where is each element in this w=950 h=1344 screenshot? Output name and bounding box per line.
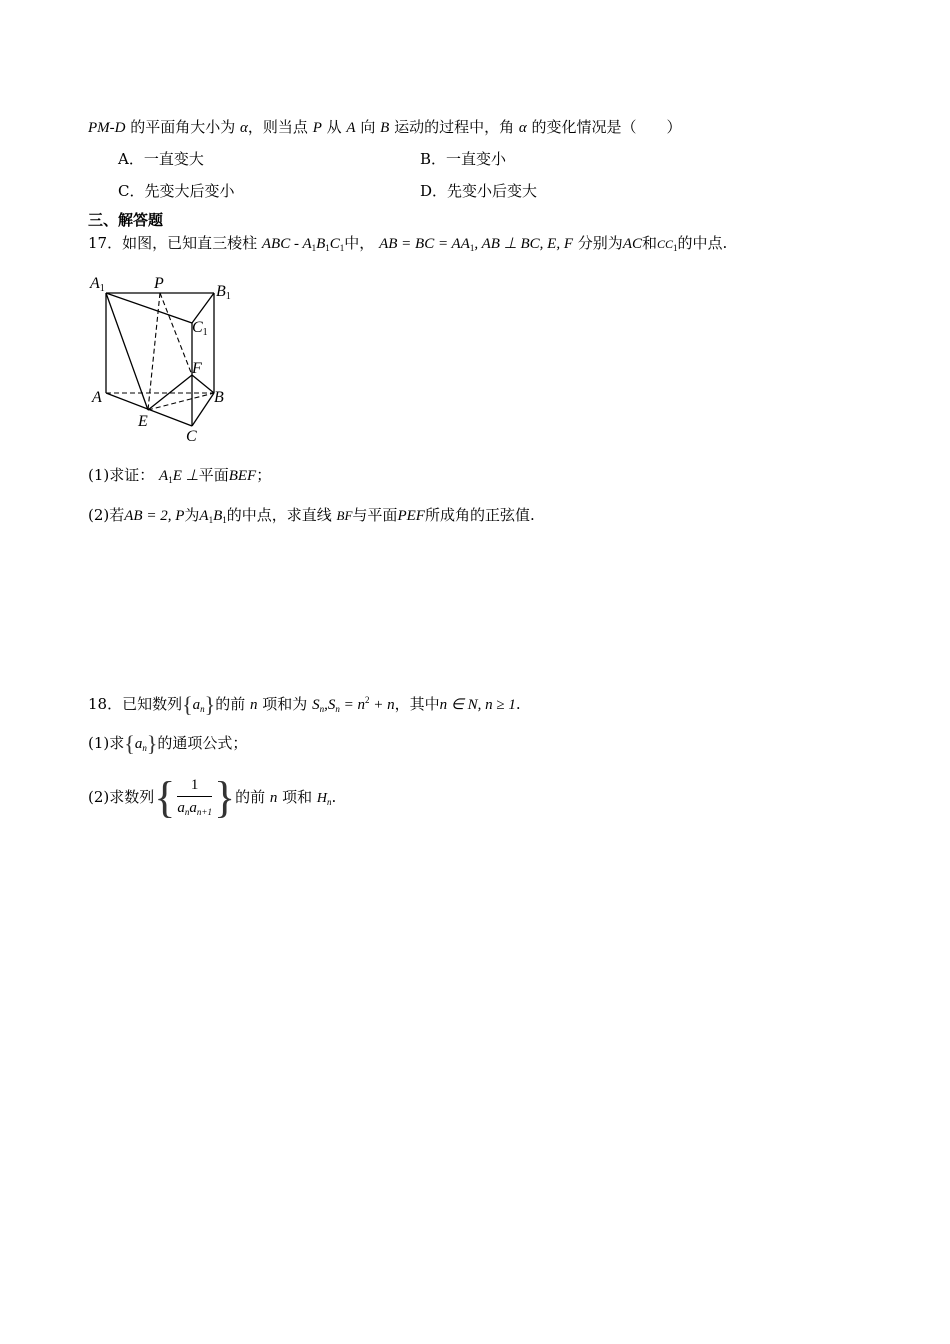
label-b1: B1 — [216, 283, 231, 302]
q18-stem: 18．已知数列$\{a_n\}$的前 n 项和为 $S_n,S_n = n^2 + n$，其中n ∈ N, n ≥ 1. — [88, 692, 521, 717]
q17-part2: (2)若AB = 2, P为$A_1B_1$的中点，求直线 BF与平面PEF所成角的正弦值. — [88, 506, 535, 525]
edge-a1-c1 — [106, 293, 192, 323]
q16-option-a: A．一直变大 — [118, 150, 204, 168]
q16-option-b: B．一直变小 — [420, 150, 507, 168]
label-e: E — [138, 413, 148, 430]
q17-part1: (1)求证： $A_1E$ ⊥平面BEF； — [88, 466, 272, 485]
prism-figure — [86, 268, 246, 448]
label-f: F — [192, 360, 202, 377]
fraction: $\frac{1}{a_na_{n+1}}$ — [177, 777, 212, 817]
label-c1: C1 — [192, 319, 208, 338]
label-p: P — [154, 275, 164, 292]
q16-option-c: C．先变大后变小 — [118, 182, 235, 200]
section-heading: 三、解答题 — [88, 211, 164, 229]
q16-stem: PM-D 的平面角大小为 α，则当点 P 从 A 向 B 运动的过程中，角 α 的变化情况是（ ） — [88, 118, 682, 136]
q17-stem: 17．如图，已知直三棱柱 ABC - $A_1B_1C_1$中， AB = BC = $AA_1$, AB ⊥ BC, E, F 分别为AC和$CC_1$的中点. — [88, 234, 728, 253]
q16-option-d: D．先变小后变大 — [420, 182, 538, 200]
q18-part2: (2)求数列{ $\frac{1}{a_na_{n+1}}$ }的前 n 项和 $H_n$. — [88, 773, 337, 822]
label-c: C — [186, 428, 197, 445]
edge-p-f — [160, 293, 192, 375]
edge-f-b — [192, 375, 214, 393]
label-a: A — [92, 389, 102, 406]
label-b: B — [214, 389, 224, 406]
label-a1: A1 — [90, 275, 105, 294]
q18-part1: (1)求$\{a_n\}$的通项公式； — [88, 731, 248, 756]
